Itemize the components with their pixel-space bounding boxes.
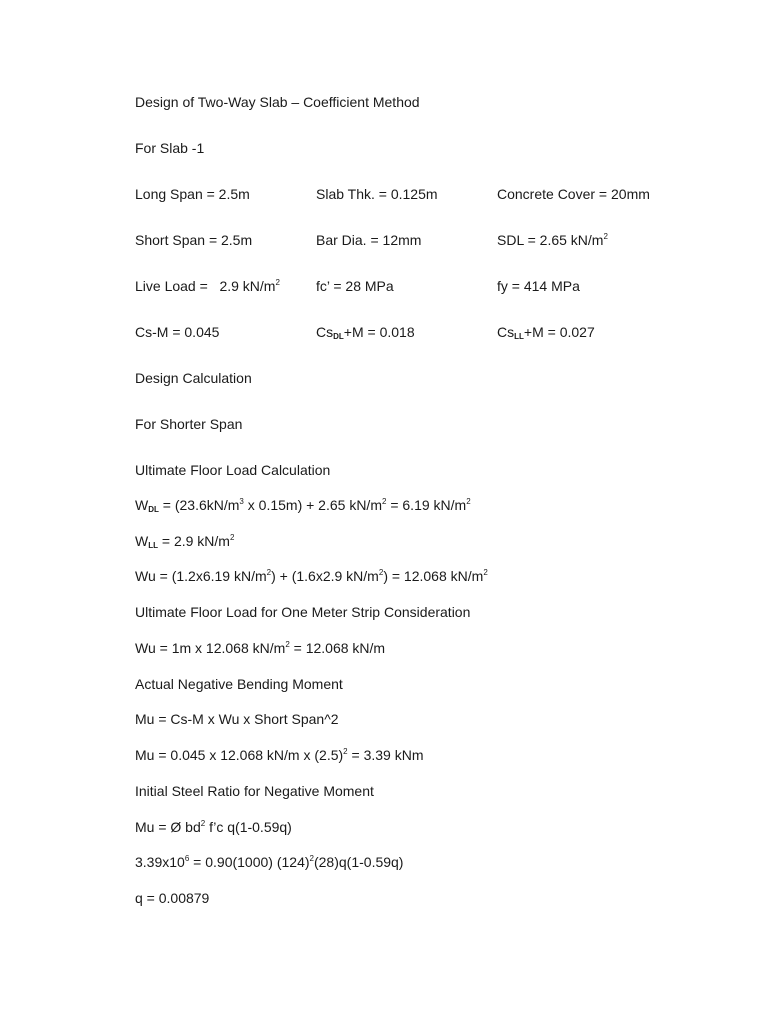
mu-value-equation: Mu = 0.045 x 12.068 kN/m x $(2.5)^2 = 3.39$ kNm: [135, 747, 424, 763]
steel-yield: fy = 414 MPa: [497, 278, 580, 294]
slab-label: For Slab -1: [135, 140, 205, 156]
bar-diameter: Bar Dia. = 12mm: [316, 232, 422, 248]
params-row-3: [0, 277, 768, 295]
sdl-load: SDL = 2.65 $kN/m^2$: [497, 232, 608, 248]
q-value: q = 0.00879: [135, 890, 210, 906]
ultimate-load-heading: Ultimate Floor Load Calculation: [135, 462, 331, 478]
concrete-strength: fc’ = 28 MPa: [316, 278, 394, 294]
params-row-4: [0, 323, 768, 341]
design-calculation-heading: Design Calculation: [135, 370, 252, 386]
wll-equation: $W_{LL} = 2.9$ $kN/m^2$: [135, 533, 235, 550]
slab-thickness: Slab Thk. = 0.125m: [316, 186, 438, 202]
cs-dl-coefficient: $Cs_{DL}+M = 0.018$: [316, 324, 415, 341]
params-row-1: [0, 185, 768, 203]
params-row-2: [0, 231, 768, 249]
wu-equation: Wu = (1.2x6.19 $kN/m^2) + (1.6x2.9$ $kN/m^2) = 12.068$ $kN/m^2$: [135, 568, 488, 584]
steel-ratio-heading: Initial Steel Ratio for Negative Moment: [135, 783, 374, 799]
wdl-equation: $W_{DL} = (23.6kN/m^3$ x 0.15m) + 2.65 $kN/m^2 = 6.19$ $kN/m^2$: [135, 497, 471, 514]
cs-m-coefficient: Cs-M = 0.045: [135, 324, 220, 340]
concrete-cover: Concrete Cover = 20mm: [497, 186, 650, 202]
strip-load-heading: Ultimate Floor Load for One Meter Strip Consideration: [135, 604, 471, 620]
mu-design-equation: Mu = Ø $bd^2$ f’c q(1-0.59q): [135, 819, 292, 835]
wu-strip-equation: Wu = 1m x 12.068 $kN/m^2 = 12.068$ kN/m: [135, 640, 386, 656]
short-span: Short Span = 2.5m: [135, 232, 253, 248]
negative-moment-heading: Actual Negative Bending Moment: [135, 676, 343, 692]
live-load: Live Load = 2.9 $kN/m^2$: [135, 278, 280, 294]
mu-formula: Mu = Cs-M x Wu x Short Span^2: [135, 711, 339, 727]
mu-substitution-equation: $3.39x10^6 = 0.90(1000)$ $(124)^2(28)q(1-0.59q)$: [135, 854, 404, 870]
long-span: Long Span = 2.5m: [135, 186, 250, 202]
shorter-span-heading: For Shorter Span: [135, 416, 243, 432]
cs-ll-coefficient: $Cs_{LL}+M = 0.027$: [497, 324, 595, 341]
document-title: Design of Two-Way Slab – Coefficient Method: [135, 94, 420, 110]
